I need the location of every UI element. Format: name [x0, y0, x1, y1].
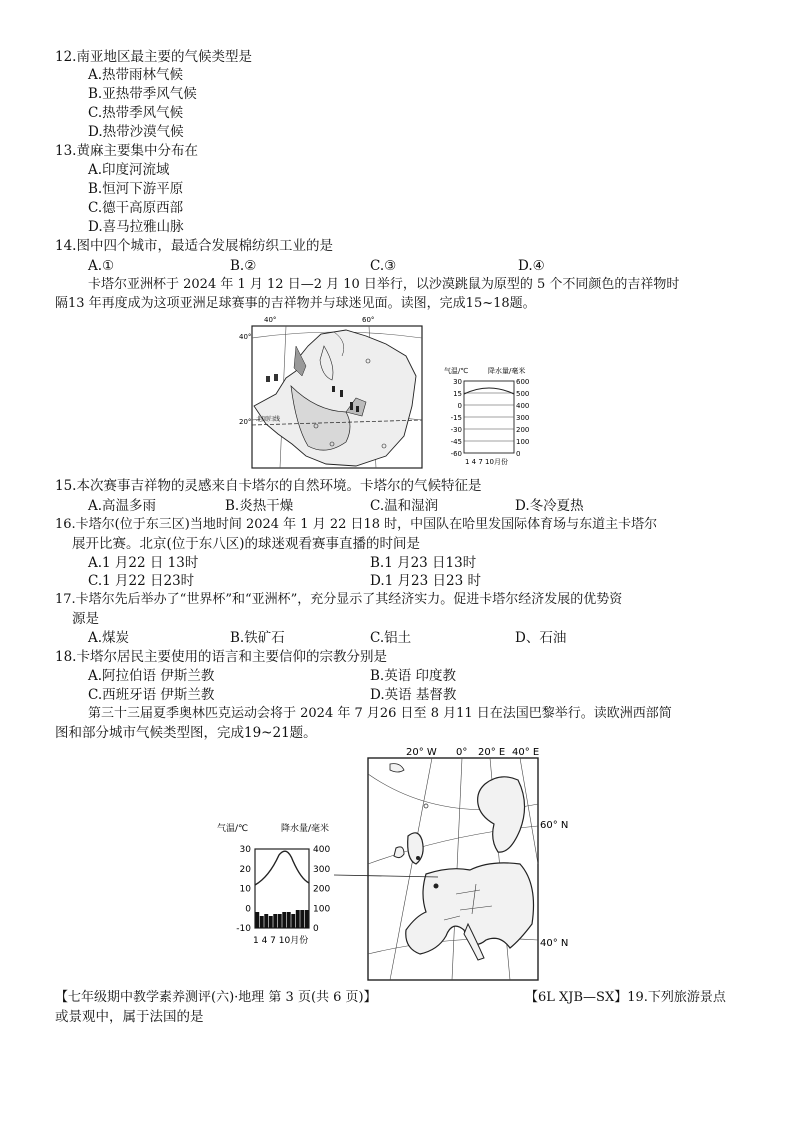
chart1-temp-tick: 15: [453, 390, 462, 398]
map1-lat-top: 40°: [239, 333, 252, 341]
chart2-precip-bar: [305, 910, 309, 928]
q13-option-c: C.德干高原西部: [88, 200, 184, 216]
q16-stem-line2: 展开比赛。北京(位于东八区)的球迷观看赛事直播的时间是: [72, 536, 421, 552]
chart2-precip-bar: [278, 914, 282, 928]
chart1-temp-label: 气温/℃: [444, 367, 469, 375]
chart2-precip-bar: [296, 910, 300, 928]
chart2-precip-bar: [287, 912, 291, 928]
chart1-prec-tick: 0: [516, 450, 521, 458]
chart2-precip-bar: [291, 914, 295, 928]
chart2-precip-bar: [264, 914, 268, 928]
chart2-months: 1 4 7 10月份: [253, 936, 309, 946]
map2-lon-20e: 20° E: [478, 747, 506, 758]
intro-olympics-line2: 图和部分城市气候类型图，完成19~21题。: [55, 725, 317, 741]
q12-option-b: B.亚热带季风气候: [88, 86, 197, 102]
chart2-temp-tick: -10: [236, 924, 251, 934]
chart1-prec-label: 降水量/毫米: [488, 367, 526, 375]
q15-option-c: C.温和湿润: [370, 498, 439, 514]
map2-lat-40n: 40° N: [540, 938, 569, 949]
chart1-temp-tick: -30: [450, 426, 462, 434]
q12-option-d: D.热带沙漠气候: [88, 124, 184, 140]
chart2-precip-bar: [269, 916, 273, 928]
q18-option-c: C.西班牙语 伊斯兰教: [88, 687, 215, 703]
chart2-prec-tick: 400: [313, 845, 331, 855]
map1-lon-left: 40°: [264, 316, 277, 324]
q16-option-d: D.1 月23 日23 时: [370, 573, 481, 589]
intro-olympics-line1: 第三十三届夏季奥林匹克运动会将于 2024 年 7 月26 日至 8 月11 日在法国巴黎举行。读欧洲西部简: [88, 706, 672, 721]
map2-lon-40e: 40° E: [512, 747, 540, 758]
chart2-precip-bar: [260, 916, 264, 928]
chart1-prec-tick: 200: [516, 426, 530, 434]
q19-stem-part1: 19.下列旅游景点: [627, 990, 726, 1005]
chart2-temp-label: 气温/℃: [217, 824, 249, 834]
q13-option-b: B.恒河下游平原: [88, 181, 184, 197]
q17-option-a: A.煤炭: [88, 630, 130, 646]
q14-option-a: A.①: [88, 258, 115, 274]
q16-option-b: B.1 月23 日13时: [370, 555, 477, 571]
q13-stem: 13.黄麻主要集中分布在: [55, 143, 198, 159]
chart2-precip-bar: [255, 912, 259, 928]
chart2-temp-tick: 0: [245, 904, 251, 915]
q14-option-c: C.③: [370, 258, 397, 274]
chart2-temp-tick: 20: [239, 864, 251, 875]
map2-lat-60n: 60° N: [540, 820, 569, 831]
chart2-precip-bar: [300, 910, 304, 928]
map1-lon-right: 60°: [362, 316, 375, 324]
chart2-precip-bar: [282, 912, 286, 928]
q15-option-b: B.炎热干燥: [225, 498, 294, 514]
chart1-temp-tick: 0: [457, 402, 462, 410]
q15-option-a: A.高温多雨: [88, 498, 157, 514]
q12-stem: 12.南亚地区最主要的气候类型是: [55, 49, 252, 65]
map1-tropic-label: 北回归线: [256, 416, 281, 423]
q17-stem-line2: 源是: [72, 611, 99, 627]
q15-stem: 15.本次赛事吉祥物的灵感来自卡塔尔的自然环境。卡塔尔的气候特征是: [55, 478, 482, 494]
intro-asian-cup-line1: 卡塔尔亚洲杯于 2024 年 1 月 12 日—2 月 10 日举行，以沙漠跳鼠为原型的 5 个不同颜色的吉祥物时: [88, 277, 680, 292]
q13-option-d: D.喜马拉雅山脉: [88, 219, 184, 235]
map2-lon-20w: 20° W: [406, 747, 437, 758]
q12-option-c: C.热带季风气候: [88, 105, 184, 121]
q18-option-d: D.英语 基督教: [370, 687, 457, 703]
q17-stem-line1: 17.卡塔尔先后举办了“世界杯”和“亚洲杯”，充分显示了其经济实力。促进卡塔尔经济发展的优势资: [55, 592, 623, 607]
chart2-temp-tick: 10: [239, 884, 251, 895]
chart1-temp-tick: -60: [450, 450, 462, 458]
q18-option-b: B.英语 印度教: [370, 668, 457, 684]
q15-option-d: D.冬冷夏热: [515, 498, 584, 514]
chart1-prec-tick: 500: [516, 390, 530, 398]
q14-stem: 14.图中四个城市，最适合发展棉纺织工业的是: [55, 238, 333, 254]
q17-option-c: C.铝土: [370, 630, 412, 646]
intro-asian-cup-line2: 隔13 年再度成为这项亚洲足球赛事的吉祥物并与球迷见面。读图，完成15~18题。: [55, 296, 536, 311]
q18-stem: 18.卡塔尔居民主要使用的语言和主要信仰的宗教分别是: [55, 649, 387, 665]
chart2-prec-tick: 0: [313, 924, 319, 934]
europe-climate-chart: [215, 819, 360, 947]
chart1-prec-tick: 600: [516, 378, 530, 386]
page-footer-code: [525, 989, 726, 1007]
map1-lat-bottom: 20°: [239, 418, 252, 426]
chart1-temp-tick: 30: [453, 378, 462, 386]
map2-lon-0: 0°: [456, 747, 468, 758]
western-europe-map: [360, 744, 569, 982]
q14-option-d: D.④: [518, 258, 545, 274]
q17-option-d: D、石油: [515, 630, 567, 646]
q17-option-b: B.铁矿石: [230, 630, 285, 646]
chart2-temp-tick: 30: [239, 845, 251, 855]
q16-stem-line1: 16.卡塔尔(位于东三区)当地时间 2024 年 1 月 22 日18 时，中国队在哈里发国际体育场与东道主卡塔尔: [55, 517, 658, 532]
chart1-prec-tick: 100: [516, 438, 530, 446]
chart2-prec-tick: 200: [313, 884, 331, 895]
page-footer-left: 【七年级期中教学素养测评(六)·地理 第 3 页(共 6 页)】: [55, 990, 377, 1005]
q19-stem-part2: 或景观中，属于法国的是: [55, 1009, 204, 1025]
q16-option-c: C.1 月22 日23时: [88, 573, 195, 589]
chart1-temp-tick: -15: [450, 414, 462, 422]
q16-option-a: A.1 月22 日 13时: [88, 555, 199, 571]
footer-code: 【6L XJB—SX】: [525, 990, 628, 1005]
q14-option-b: B.②: [230, 258, 257, 274]
chart2-prec-tick: 300: [313, 864, 331, 875]
chart1-prec-tick: 300: [516, 414, 530, 422]
chart2-precip-bar: [273, 914, 277, 928]
chart2-prec-tick: 100: [313, 904, 331, 915]
chart1-temp-tick: -45: [450, 438, 462, 446]
chart1-months: 1 4 7 10月份: [465, 458, 508, 466]
middle-east-map: [236, 316, 426, 470]
qatar-climate-chart: [440, 364, 550, 474]
chart2-prec-label: 降水量/毫米: [281, 824, 330, 834]
chart1-prec-tick: 400: [516, 402, 530, 410]
q12-option-a: A.热带雨林气候: [88, 67, 184, 83]
q18-option-a: A.阿拉伯语 伊斯兰教: [88, 668, 215, 684]
chart2-temp-curve: [255, 851, 309, 885]
q13-option-a: A.印度河流域: [88, 162, 170, 178]
